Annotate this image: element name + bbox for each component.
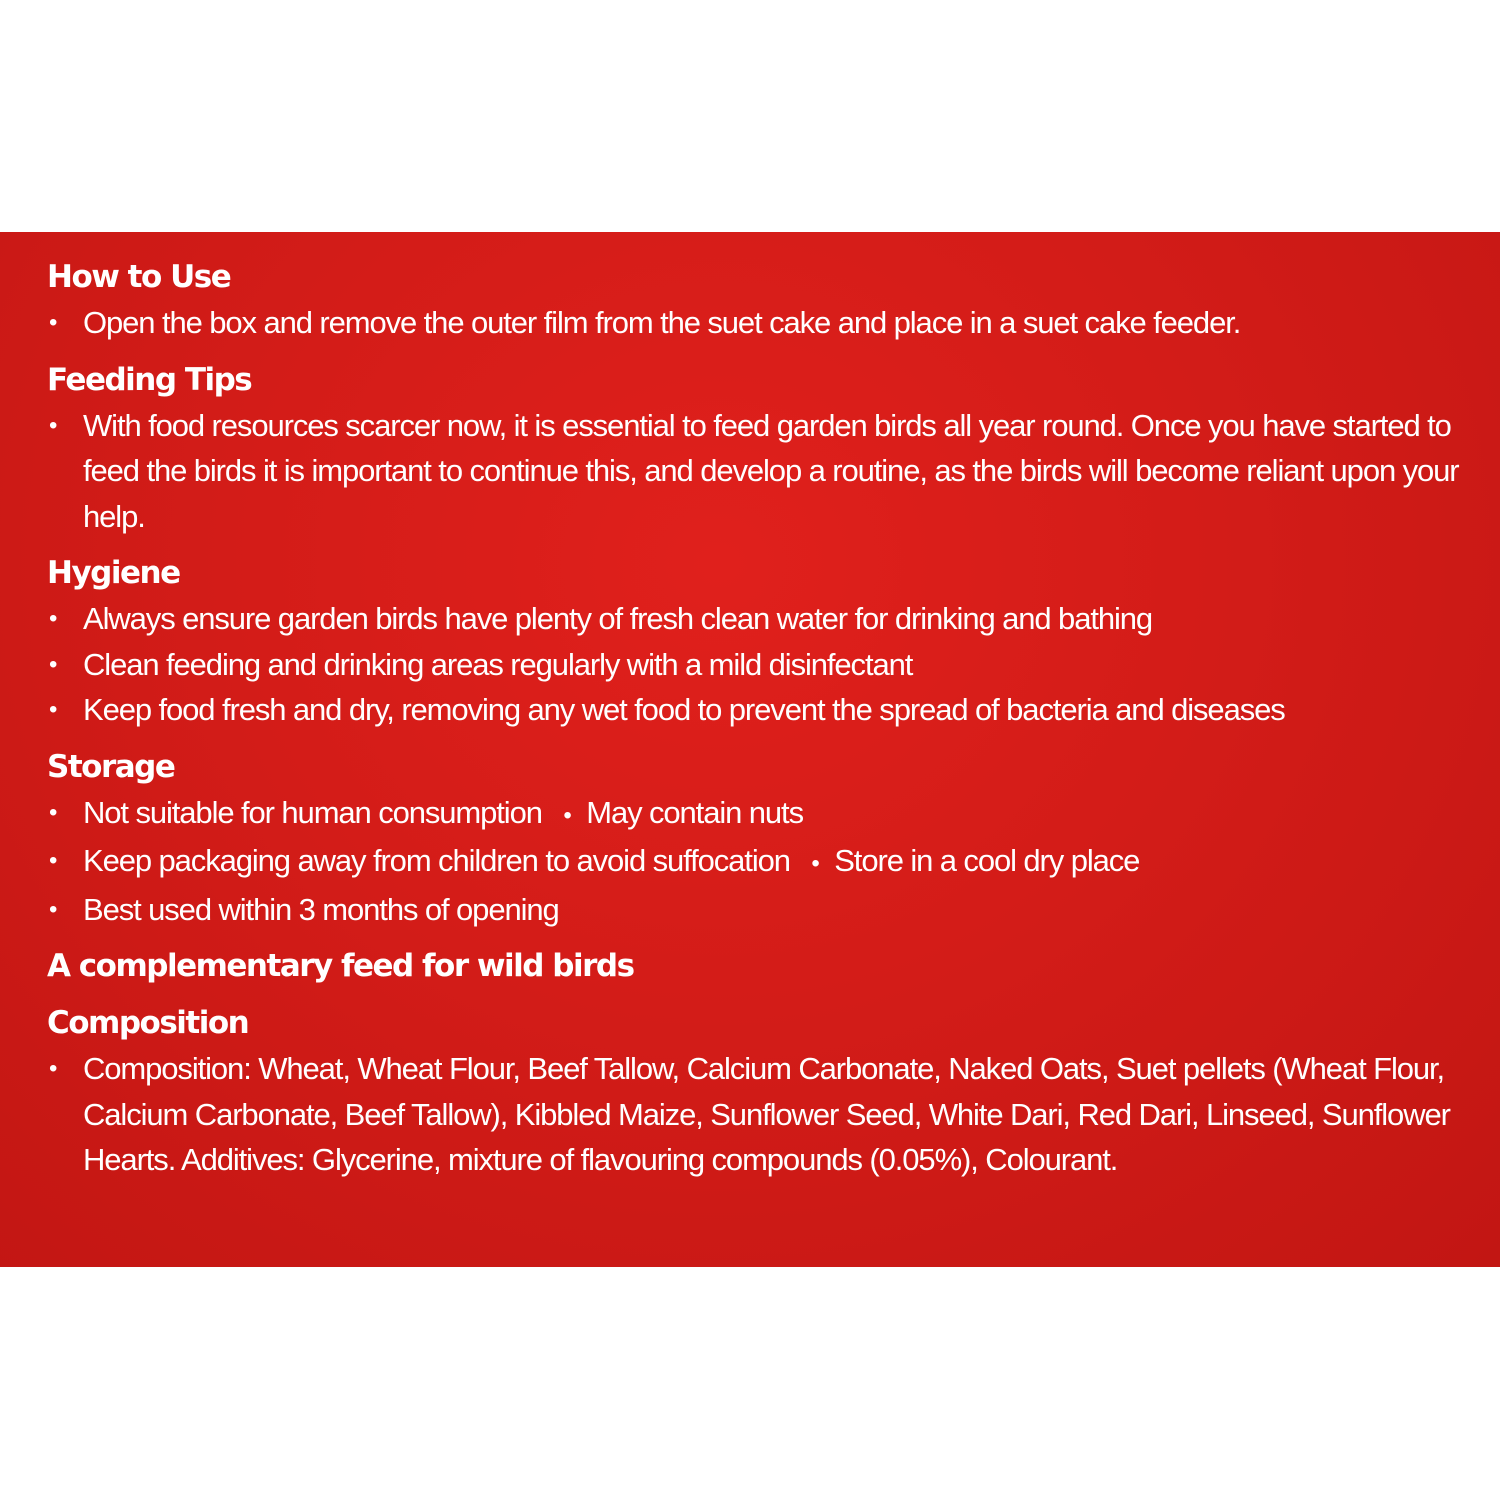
how-to-use-text: Open the box and remove the outer film from the suet cake and place in a suet cake feeder. [83,305,1241,340]
how-to-use-heading: How to Use [47,259,231,295]
list-item [47,403,1460,540]
storage-list [47,790,1460,933]
hygiene-text-water: Always ensure garden birds have plenty of fresh clean water for drinking and bathing [83,601,1153,636]
list-item [47,687,1460,733]
feeding-tips-heading: Feeding Tips [47,361,252,398]
list-item [47,596,1460,642]
composition-list [47,1046,1460,1183]
bullet-icon: • [49,411,57,439]
bullet-icon: • [49,1055,57,1082]
bullet-icon: • [49,650,57,678]
list-item [47,838,1460,887]
bullet-icon: • [49,696,57,723]
product-label-panel [0,232,1500,1267]
complementary-feed-tagline: A complementary feed for wild birds [47,948,634,984]
hygiene-text-clean: Clean feeding and drinking areas regularly with a mild disinfectant [83,646,913,682]
storage-text-human: Not suitable for human consumption [83,794,542,830]
bullet-icon: • [49,605,57,632]
bullet-icon: • [49,309,57,336]
storage-heading: Storage [47,748,175,785]
storage-text-cool: Store in a cool dry place [834,843,1140,878]
storage-text-nuts: May contain nuts [586,794,803,830]
list-item [47,887,1460,933]
list-item [47,642,1460,688]
bullet-icon: • [49,847,57,874]
feeding-tips-list [47,403,1460,540]
list-item [47,790,1460,839]
separator-bullet-icon: • [563,801,571,829]
storage-text-best-used: Best used within 3 months of opening [83,891,559,927]
bullet-icon: • [49,895,57,923]
composition-text: Composition: Wheat, Wheat Flour, Beef Tallow, Calcium Carbonate, Naked Oats, Suet pellets (Wheat Flour, Calcium Carbonate, Beef Tallow), Kibbled Maize, Sunflower Seed, White Dari, Red Dari, Linseed, Sunflower Hearts. Additives: Glycerine, mixture of flavouring compounds (0.05%), Colourant. [83,1051,1450,1177]
composition-heading: Composition [47,1005,249,1041]
feeding-tips-text: With food resources scarcer now, it is essential to feed garden birds all year round. Once you have started to feed the birds it is important to continue this, and develop a routine, as the birds will become reliant upon your help. [83,407,1459,534]
hygiene-text-fresh: Keep food fresh and dry, removing any wet food to prevent the spread of bacteria and diseases [83,692,1285,727]
how-to-use-list [47,300,1460,346]
storage-text-children: Keep packaging away from children to avoid suffocation [83,843,790,878]
hygiene-heading: Hygiene [47,555,180,591]
list-item [47,1046,1460,1183]
separator-bullet-icon: • [811,850,819,877]
bullet-icon: • [49,798,57,826]
hygiene-list [47,596,1460,733]
list-item [47,300,1460,346]
